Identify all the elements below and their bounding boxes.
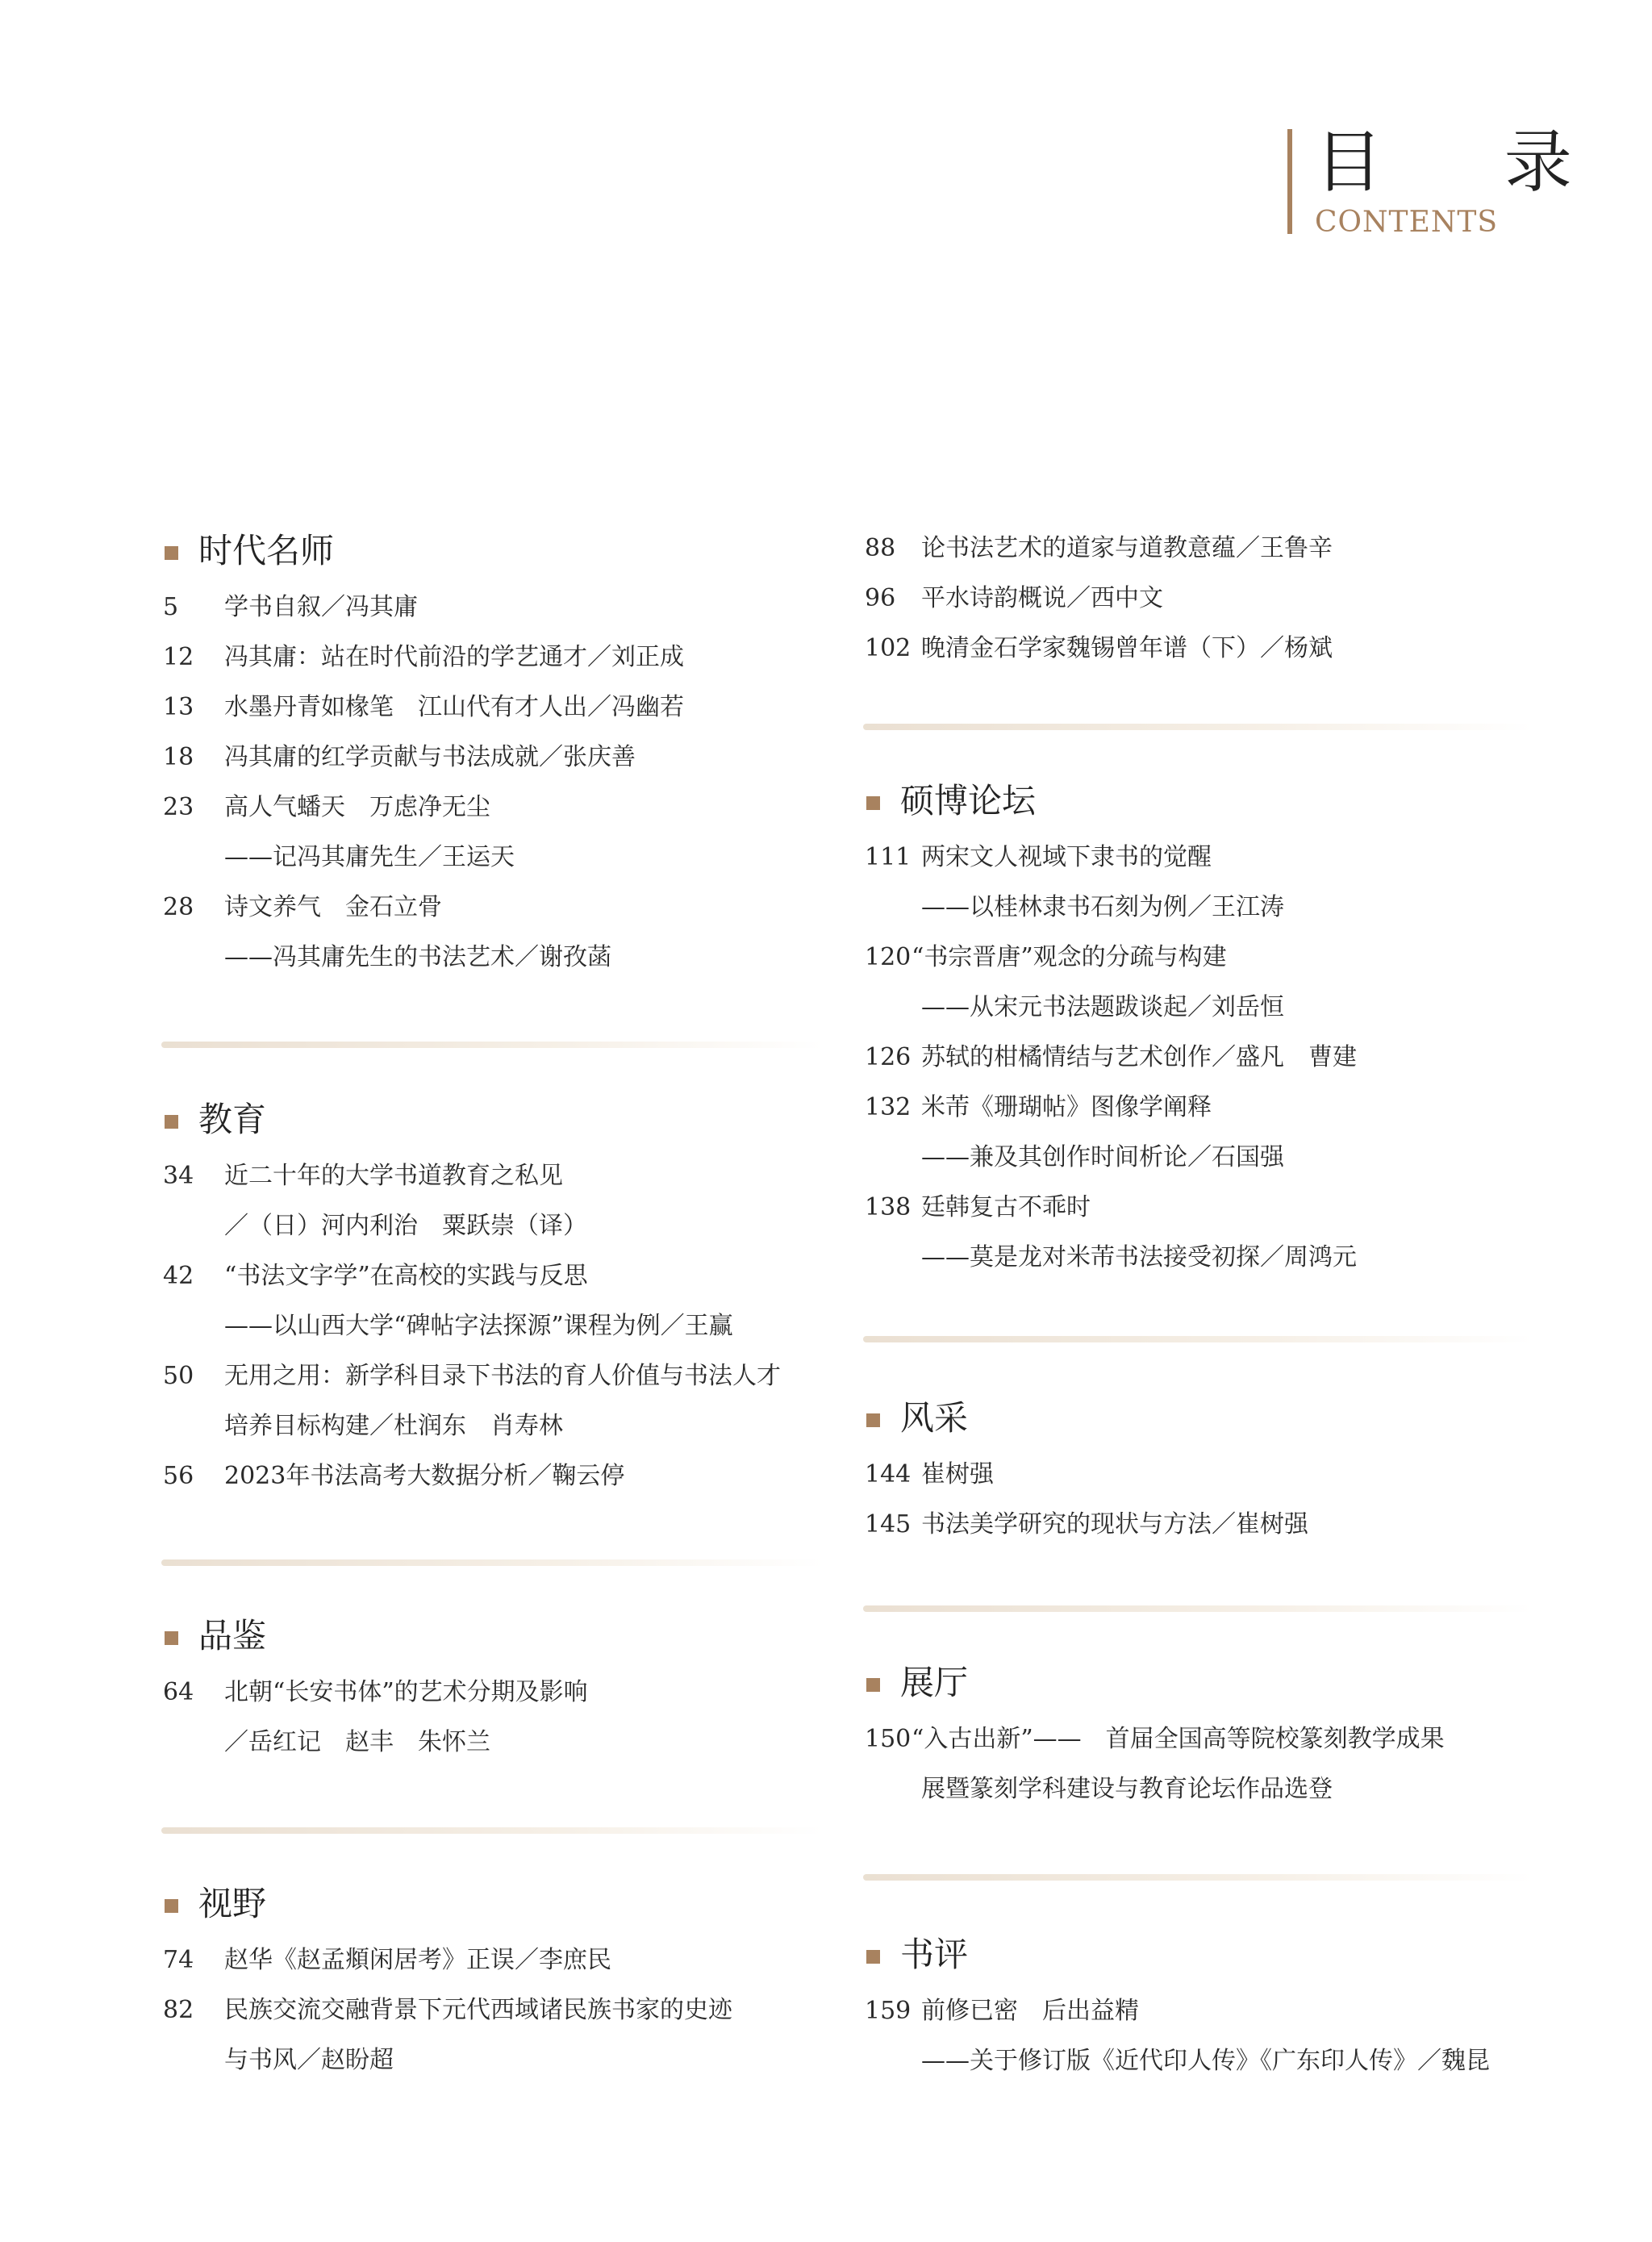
toc-entry[interactable]: 18 冯其庸的红学贡献与书法成就／张庆善 — [163, 743, 636, 771]
section-shidai-mingshi — [161, 528, 823, 983]
toc-entry[interactable]: 144 崔树强 — [865, 1460, 994, 1488]
toc-entry-subtitle: ／岳红记 赵丰 朱怀兰 — [224, 1728, 490, 1756]
section-divider — [161, 1042, 823, 1048]
section-fengcai — [863, 1396, 1533, 1551]
toc-entry[interactable]: 64 北朝“长安书体”的艺术分期及影响 — [163, 1678, 588, 1706]
toc-entry[interactable]: 42 “书法文字学”在高校的实践与反思 — [163, 1262, 588, 1290]
toc-entry-subtitle: ——以山西大学“碑帖字法探源”课程为例／王赢 — [224, 1312, 733, 1340]
section-divider — [863, 724, 1533, 730]
section-divider — [161, 1827, 823, 1834]
section-shiye — [161, 1881, 823, 2086]
contents-header — [1287, 123, 1622, 239]
bullet-square-icon — [866, 1678, 880, 1692]
toc-entry-subtitle: ——记冯其庸先生／王运天 — [224, 843, 515, 871]
toc-entry[interactable]: 5 学书自叙／冯其庸 — [163, 593, 418, 621]
toc-entry-subtitle: ——关于修订版《近代印人传》《广东印人传》／魏昆 — [921, 2047, 1490, 2075]
section-shuobo-luntan — [863, 779, 1533, 1284]
toc-entry-subtitle: ——冯其庸先生的书法艺术／谢孜菡 — [224, 943, 611, 971]
toc-entry-subtitle: ——莫是龙对米芾书法接受初探／周鸿元 — [921, 1243, 1357, 1271]
section-jiaoyu — [161, 1097, 823, 1502]
toc-entry[interactable]: 126 苏轼的柑橘情结与艺术创作／盛凡 曹建 — [865, 1043, 1357, 1071]
section-title: 视野 — [161, 1881, 823, 1930]
toc-entry[interactable]: 56 2023年书法高考大数据分析／鞠云停 — [163, 1462, 625, 1490]
toc-entry-subtitle: ——以桂林隶书石刻为例／王江涛 — [921, 893, 1284, 921]
bullet-square-icon — [165, 1899, 178, 1913]
contents-subtitle: CONTENTS — [1315, 206, 1499, 239]
toc-entry[interactable]: 120 “书宗晋唐”观念的分疏与构建 — [865, 943, 1227, 971]
toc-entry[interactable]: 145 书法美学研究的现状与方法／崔树强 — [865, 1510, 1308, 1539]
bullet-square-icon — [165, 546, 178, 560]
toc-entry[interactable]: 82 民族交流交融背景下元代西域诸民族书家的史迹 — [163, 1996, 732, 2024]
toc-entry-subtitle: ／（日）河内利治 粟跃崇（译） — [224, 1212, 587, 1240]
bullet-square-icon — [866, 1413, 880, 1427]
bullet-square-icon — [165, 1631, 178, 1645]
bullet-square-icon — [866, 1950, 880, 1964]
section-title: 品鉴 — [161, 1614, 823, 1662]
toc-entry[interactable]: 13 水墨丹青如椽笔 江山代有才人出／冯幽若 — [163, 693, 684, 721]
toc-entry[interactable]: 28 诗文养气 金石立骨 — [163, 893, 442, 921]
section-title: 硕博论坛 — [863, 779, 1533, 827]
toc-entry[interactable]: 138 廷韩复古不乖时 — [865, 1193, 1091, 1221]
toc-entry[interactable]: 34 近二十年的大学书道教育之私见 — [163, 1162, 563, 1190]
section-divider — [863, 1336, 1533, 1342]
toc-entry-subtitle: ——从宋元书法题跋谈起／刘岳恒 — [921, 993, 1284, 1021]
toc-entry[interactable]: 102 晚清金石学家魏锡曾年谱（下）／杨斌 — [865, 634, 1333, 662]
toc-entry[interactable]: 50 无用之用：新学科目录下书法的育人价值与书法人才 — [163, 1362, 781, 1390]
section-pinjian — [161, 1614, 823, 1768]
toc-entry[interactable]: 96 平水诗韵概说／西中文 — [865, 584, 1163, 612]
section-title: 时代名师 — [161, 528, 823, 577]
toc-entry[interactable]: 111 两宋文人视域下隶书的觉醒 — [865, 843, 1212, 871]
toc-entry[interactable]: 150 “入古出新”—— 首届全国高等院校篆刻教学成果 — [865, 1725, 1445, 1753]
section-title: 教育 — [161, 1097, 823, 1146]
section-divider — [161, 1559, 823, 1566]
section-shuping — [863, 1932, 1533, 2087]
section-divider — [863, 1605, 1533, 1612]
section-title: 风采 — [863, 1396, 1533, 1444]
section-title: 展厅 — [863, 1660, 1533, 1709]
bullet-square-icon — [866, 796, 880, 810]
bullet-square-icon — [165, 1115, 178, 1129]
toc-entry[interactable]: 88 论书法艺术的道家与道教意蕴／王鲁辛 — [865, 534, 1333, 562]
contents-title: 目 录 — [1315, 123, 1622, 202]
toc-entry-subtitle: 与书风／赵盼超 — [224, 2046, 394, 2074]
toc-entry[interactable]: 23 高人气蟠天 万虑净无尘 — [163, 793, 490, 821]
toc-entry-subtitle: 展暨篆刻学科建设与教育论坛作品选登 — [921, 1775, 1333, 1803]
toc-entry-subtitle: ——兼及其创作时间析论／石国强 — [921, 1143, 1284, 1171]
section-zhanting — [863, 1660, 1533, 1815]
section-divider — [863, 1874, 1533, 1881]
section-title: 书评 — [863, 1932, 1533, 1981]
toc-entry[interactable]: 132 米芾《珊瑚帖》图像学阐释 — [865, 1093, 1212, 1121]
toc-entry[interactable]: 12 冯其庸：站在时代前沿的学艺通才／刘正成 — [163, 643, 684, 671]
toc-entry[interactable]: 74 赵华《赵孟頫闲居考》正误／李庶民 — [163, 1946, 611, 1974]
toc-entry[interactable]: 159 前修已密 后出益精 — [865, 1997, 1139, 2025]
section-continued — [863, 524, 1533, 674]
toc-entry-subtitle: 培养目标构建／杜润东 肖寿林 — [224, 1412, 563, 1440]
